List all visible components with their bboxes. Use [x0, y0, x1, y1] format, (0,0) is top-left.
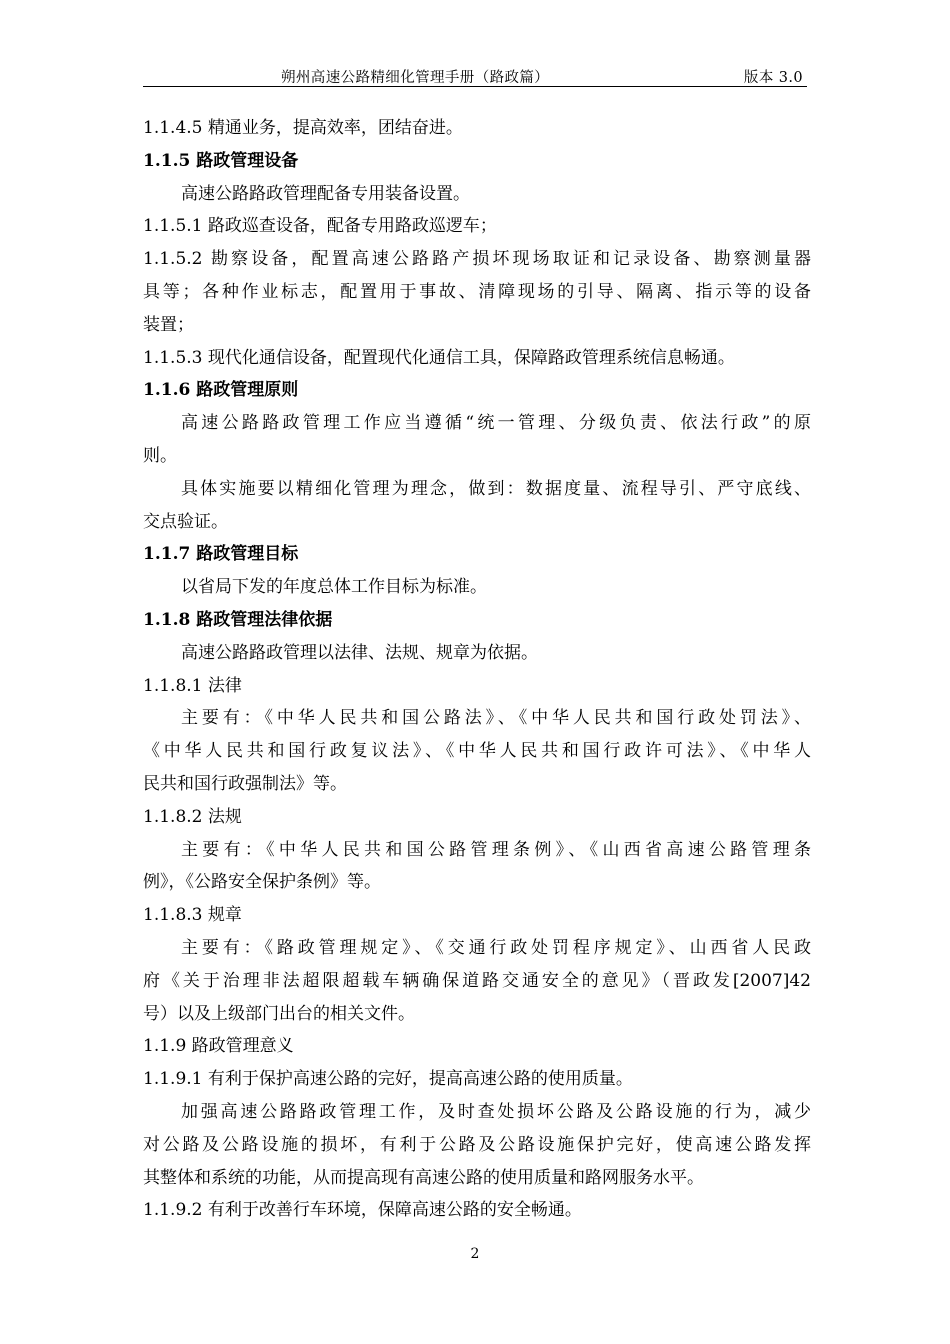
subsection-heading: 1.1.8.2 法规	[143, 806, 242, 827]
subsection-heading: 1.1.8.1 法律	[143, 675, 242, 696]
paragraph-line: 以省局下发的年度总体工作目标为标准。	[181, 577, 487, 598]
paragraph-line: 高速公路路政管理配备专用装备设置。	[181, 183, 470, 204]
paragraph-line: 府《关于治理非法超限超载车辆确保道路交通安全的意见》（晋政发[2007]42	[143, 970, 811, 991]
list-item: 1.1.5.1 路政巡查设备，配备专用路政巡逻车；	[143, 216, 497, 237]
list-item: 1.1.9.1 有利于保护高速公路的完好，提高高速公路的使用质量。	[143, 1069, 633, 1090]
section-heading: 1.1.6 路政管理原则	[143, 380, 299, 401]
paragraph-line: 例》，《公路安全保护条例》等。	[143, 872, 381, 893]
paragraph-line: 具体实施要以精细化管理为理念，做到：数据度量、流程导引、严守底线、	[181, 478, 811, 499]
list-item: 1.1.9.2 有利于改善行车环境，保障高速公路的安全畅通。	[143, 1200, 582, 1221]
document-body	[143, 112, 811, 1227]
page-number: 2	[470, 1246, 480, 1262]
page-header	[143, 66, 807, 87]
paragraph-line: 主要有：《中华人民共和国公路法》、《中华人民共和国行政处罚法》、	[181, 708, 811, 729]
paragraph-line: 则。	[143, 445, 177, 466]
section-heading: 1.1.7 路政管理目标	[143, 544, 299, 565]
paragraph-line: 高速公路路政管理以法律、法规、规章为依据。	[181, 642, 538, 663]
paragraph-line: 1.1.5.2 勘察设备，配置高速公路路产损坏现场取证和记录设备、勘察测量器	[143, 249, 811, 270]
section-heading: 1.1.8 路政管理法律依据	[143, 609, 333, 630]
header-title: 朔州高速公路精细化管理手册（路政篇）	[281, 70, 550, 86]
header-version: 版本 3.0	[743, 70, 803, 86]
list-item: 1.1.5.3 现代化通信设备，配置现代化通信工具，保障路政管理系统信息畅通。	[143, 347, 735, 368]
paragraph-line: 装置；	[143, 314, 194, 335]
paragraph-line: 高速公路路政管理工作应当遵循“统一管理、分级负责、依法行政”的原	[181, 413, 811, 434]
paragraph-line: 交点验证。	[143, 511, 228, 532]
paragraph-line: 其整体和系统的功能，从而提高现有高速公路的使用质量和路网服务水平。	[143, 1167, 704, 1188]
paragraph-line: 具等；各种作业标志，配置用于事故、清障现场的引导、隔离、指示等的设备	[143, 281, 811, 302]
paragraph-line: 对公路及公路设施的损坏，有利于公路及公路设施保护完好，使高速公路发挥	[143, 1134, 811, 1155]
subsection-heading: 1.1.9 路政管理意义	[143, 1036, 294, 1057]
paragraph-line: 号）以及上级部门出台的相关文件。	[143, 1003, 415, 1024]
subsection-heading: 1.1.8.3 规章	[143, 905, 242, 926]
paragraph-line: 《中华人民共和国行政复议法》、《中华人民共和国行政许可法》、《中华人	[143, 741, 811, 762]
list-item: 1.1.4.5 精通业务，提高效率，团结奋进。	[143, 118, 463, 138]
section-heading: 1.1.5 路政管理设备	[143, 150, 299, 171]
paragraph-line: 主要有：《路政管理规定》、《交通行政处罚程序规定》、山西省人民政	[181, 937, 811, 958]
paragraph-line: 民共和国行政强制法》等。	[143, 773, 347, 794]
paragraph-line: 加强高速公路路政管理工作，及时查处损坏公路及公路设施的行为，减少	[181, 1101, 811, 1122]
paragraph-line: 主要有：《中华人民共和国公路管理条例》、《山西省高速公路管理条	[181, 839, 811, 860]
